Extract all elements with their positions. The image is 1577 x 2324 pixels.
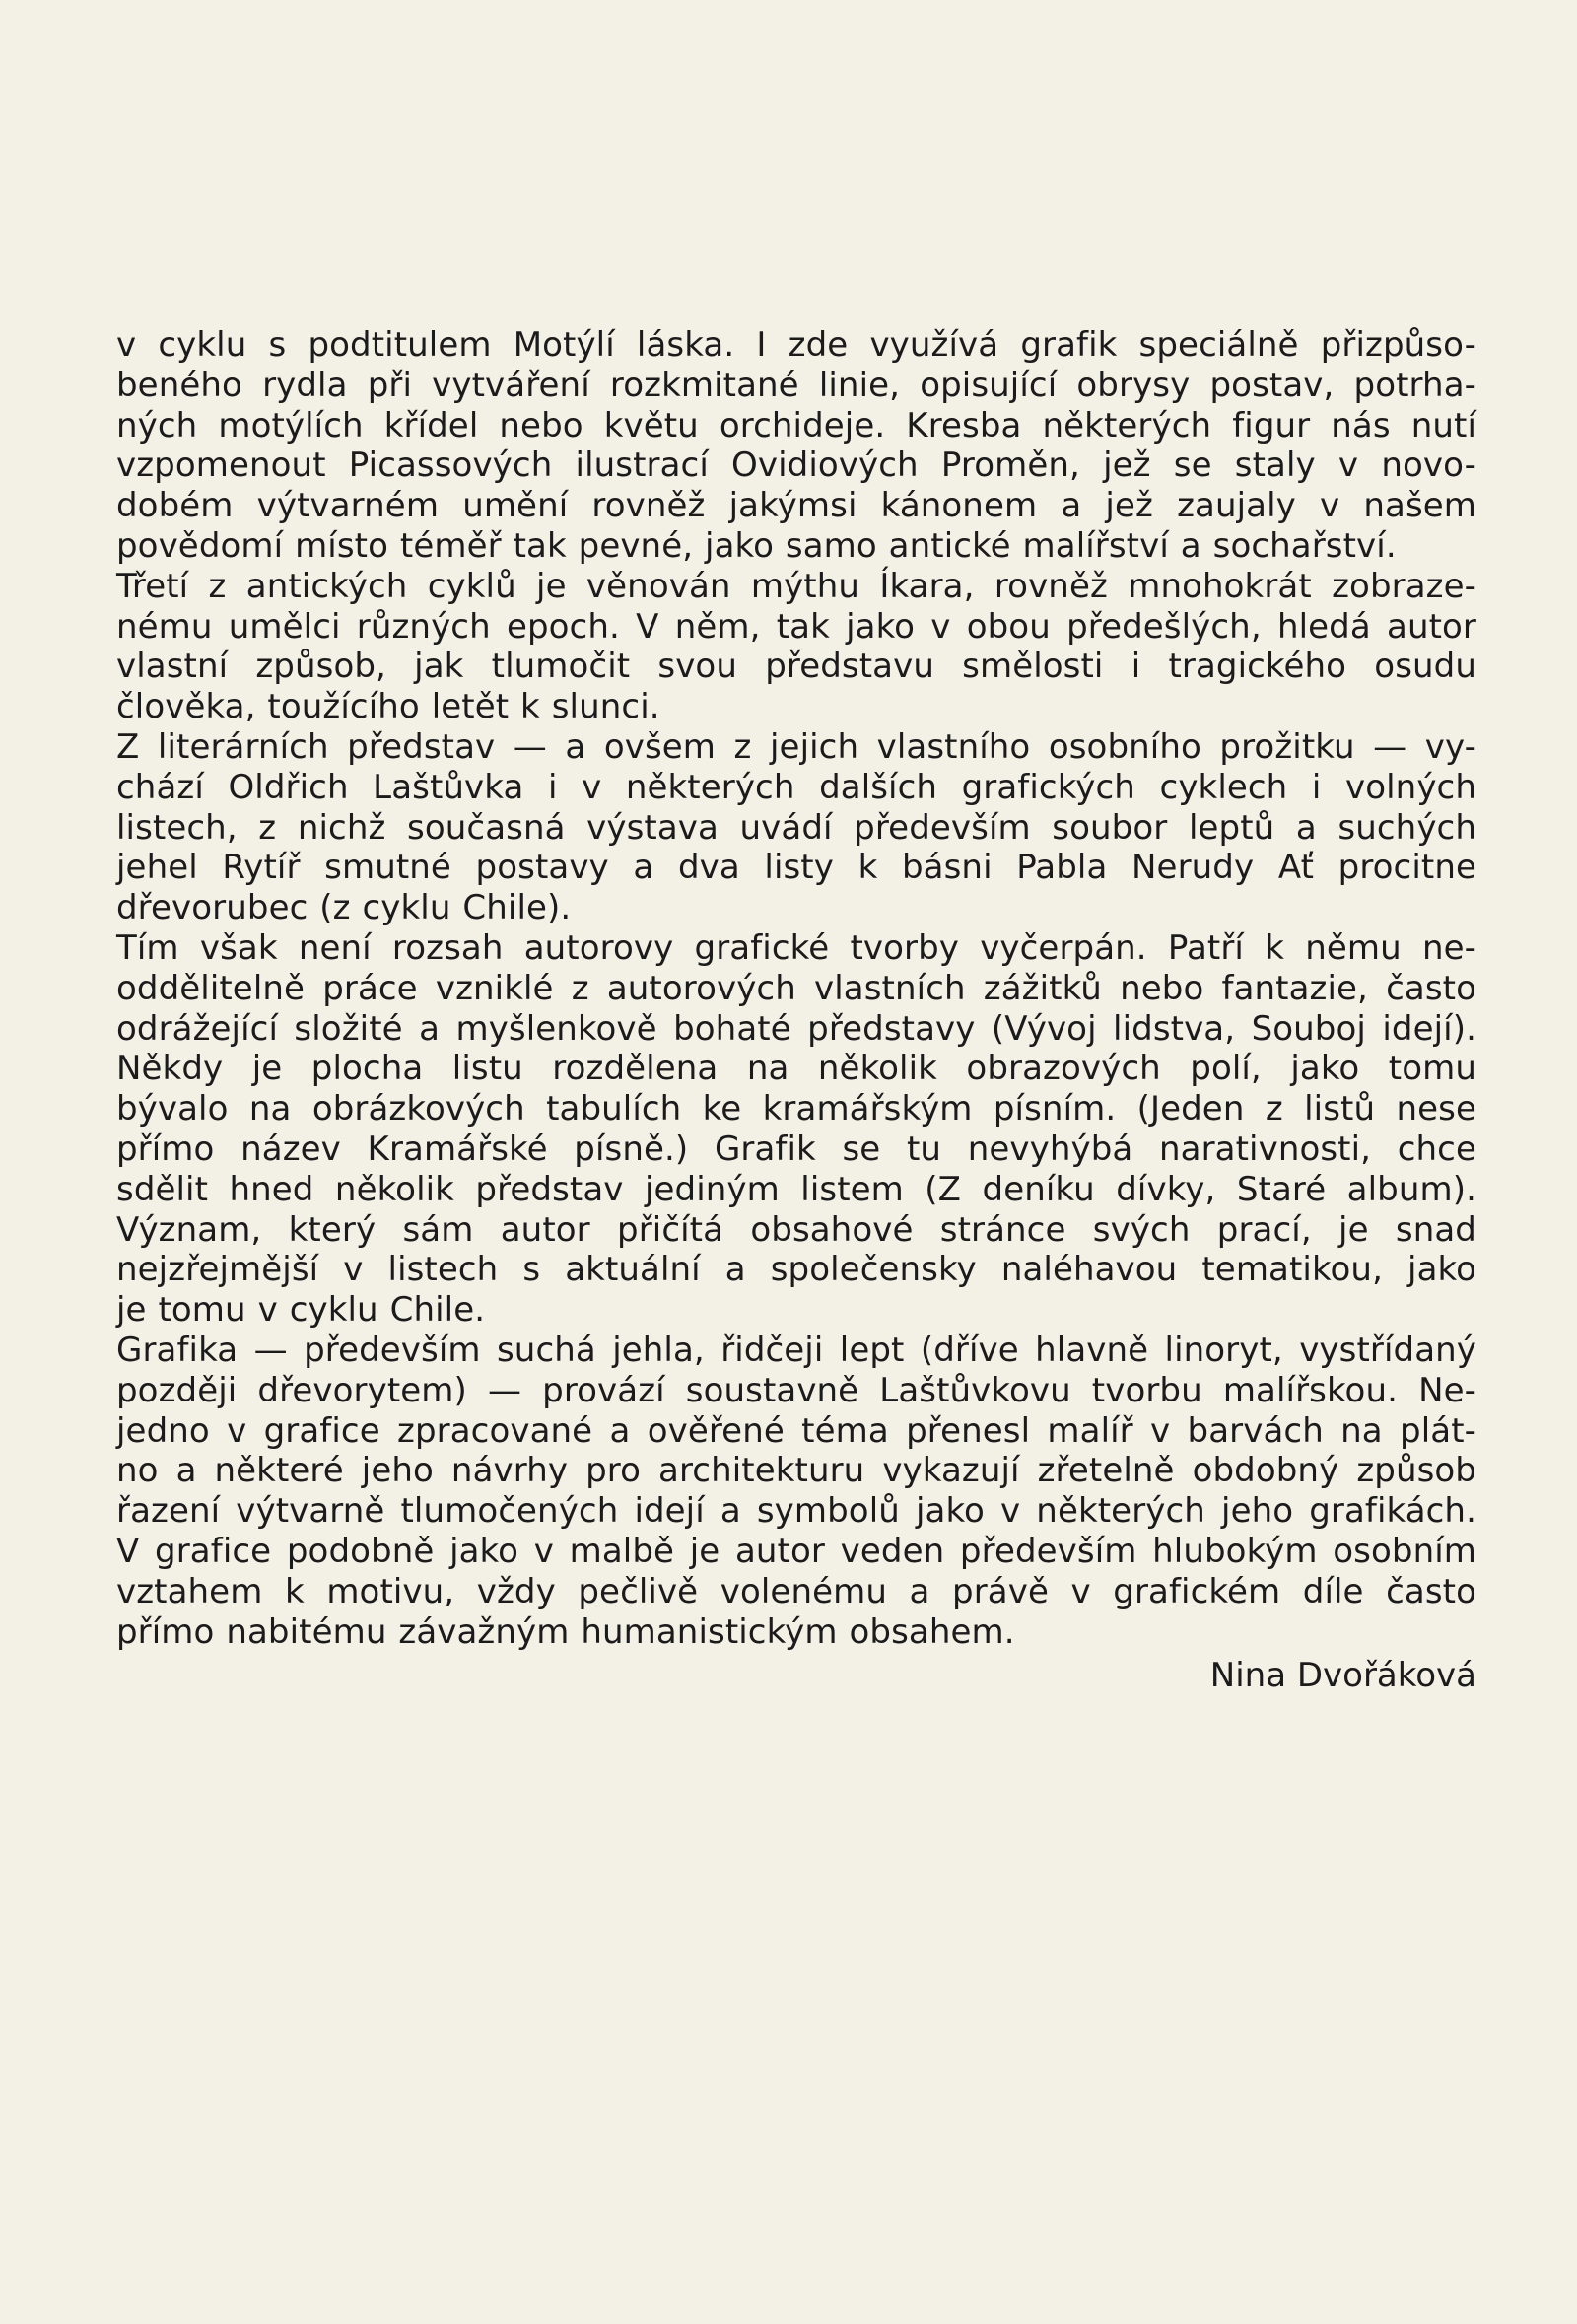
text-line: Třetí z antických cyklů je věnován mýthu Íkara, rovněž mnohokrát zobraze- [116, 566, 1476, 606]
text-line: v cyklu s podtitulem Motýlí láska. I zde využívá grafik speciálně přizpůso- [116, 325, 1476, 365]
text-line: Někdy je plocha listu rozdělena na několik obrazových polí, jako tomu [116, 1049, 1476, 1089]
text-line: později dřevorytem) — provází soustavně Laštůvkovu tvorbu malířskou. Ne- [116, 1370, 1476, 1410]
text-line: nejzřejmější v listech s aktuální a společensky naléhavou tematikou, jako [116, 1250, 1476, 1290]
text-line: je tomu v cyklu Chile. [116, 1290, 486, 1331]
text-line: chází Oldřich Laštůvka i v některých dalších grafických cyklech i volných [116, 767, 1476, 807]
text-line: no a některé jeho návrhy pro architekturu vykazují zřetelně obdobný způsob [116, 1451, 1476, 1491]
text-line: přímo nabitému závažným humanistickým obsahem. [116, 1611, 1015, 1652]
paragraph-4 [116, 928, 1476, 1331]
text-line: vzpomenout Picassových ilustrací Ovidiových Proměn, jež se staly v novo- [116, 445, 1476, 486]
text-line: řazení výtvarně tlumočených idejí a symbolů jako v některých jeho grafikách. [116, 1491, 1476, 1532]
text-line: jehel Rytíř smutné postavy a dva listy k básni Pabla Nerudy Ať procitne [116, 848, 1476, 888]
text-line: oddělitelně práce vzniklé z autorových vlastních zážitků nebo fantazie, často [116, 968, 1476, 1008]
text-line: vlastní způsob, jak tlumočit svou představu smělosti i tragického osudu [116, 647, 1476, 687]
text-line: dobém výtvarném umění rovněž jakýmsi kánonem a jež zaujaly v našem [116, 486, 1476, 526]
text-line: Význam, který sám autor přičítá obsahové stránce svých prací, je snad [116, 1209, 1476, 1250]
text-line: nému umělci různých epoch. V něm, tak jako v obou předešlých, hledá autor [116, 606, 1476, 647]
paragraph-3 [116, 727, 1476, 928]
text-line: V grafice podobně jako v malbě je autor veden především hlubokým osobním [116, 1531, 1476, 1571]
text-line: Grafika — především suchá jehla, řidčeji lept (dříve hlavně linoryt, vystřídaný [116, 1330, 1476, 1370]
text-line: sdělit hned několik představ jediným listem (Z deníku dívky, Staré album). [116, 1169, 1476, 1209]
text-line: přímo název Kramářské písně.) Grafik se tu nevyhýbá narativnosti, chce [116, 1128, 1476, 1169]
paragraph-5 [116, 1331, 1476, 1652]
text-line: vztahem k motivu, vždy pečlivě volenému a právě v grafickém díle často [116, 1571, 1476, 1611]
text-line: listech, z nichž současná výstava uvádí především soubor leptů a suchých [116, 807, 1476, 848]
text-line: odrážející složité a myšlenkově bohaté představy (Vývoj lidstva, Souboj idejí). [116, 1008, 1476, 1049]
text-line: bývalo na obrázkových tabulích ke kramářským písním. (Jeden z listů nese [116, 1089, 1476, 1129]
body-text [116, 325, 1476, 1652]
text-line: Tím však není rozsah autorovy grafické tvorby vyčerpán. Patří k němu ne- [116, 927, 1476, 968]
text-line: ných motýlích křídel nebo květu orchideje. Kresba některých figur nás nutí [116, 405, 1476, 445]
text-line: člověka, toužícího letět k slunci. [116, 687, 660, 727]
text-line: Z literárních představ — a ovšem z jejich vlastního osobního prožitku — vy- [116, 726, 1476, 767]
paragraph-2 [116, 567, 1476, 727]
text-line: dřevorubec (z cyklu Chile). [116, 888, 572, 928]
paragraph-1 [116, 325, 1476, 567]
text-line: jedno v grafice zpracované a ověřené téma přenesl malíř v barvách na plát- [116, 1410, 1476, 1451]
text-line: beného rydla při vytváření rozkmitané linie, opisující obrysy postav, potrha- [116, 365, 1476, 405]
text-line: povědomí místo téměř tak pevné, jako samo antické malířství a sochařství. [116, 525, 1397, 566]
author-signature: Nina Dvořáková [1209, 1656, 1476, 1695]
